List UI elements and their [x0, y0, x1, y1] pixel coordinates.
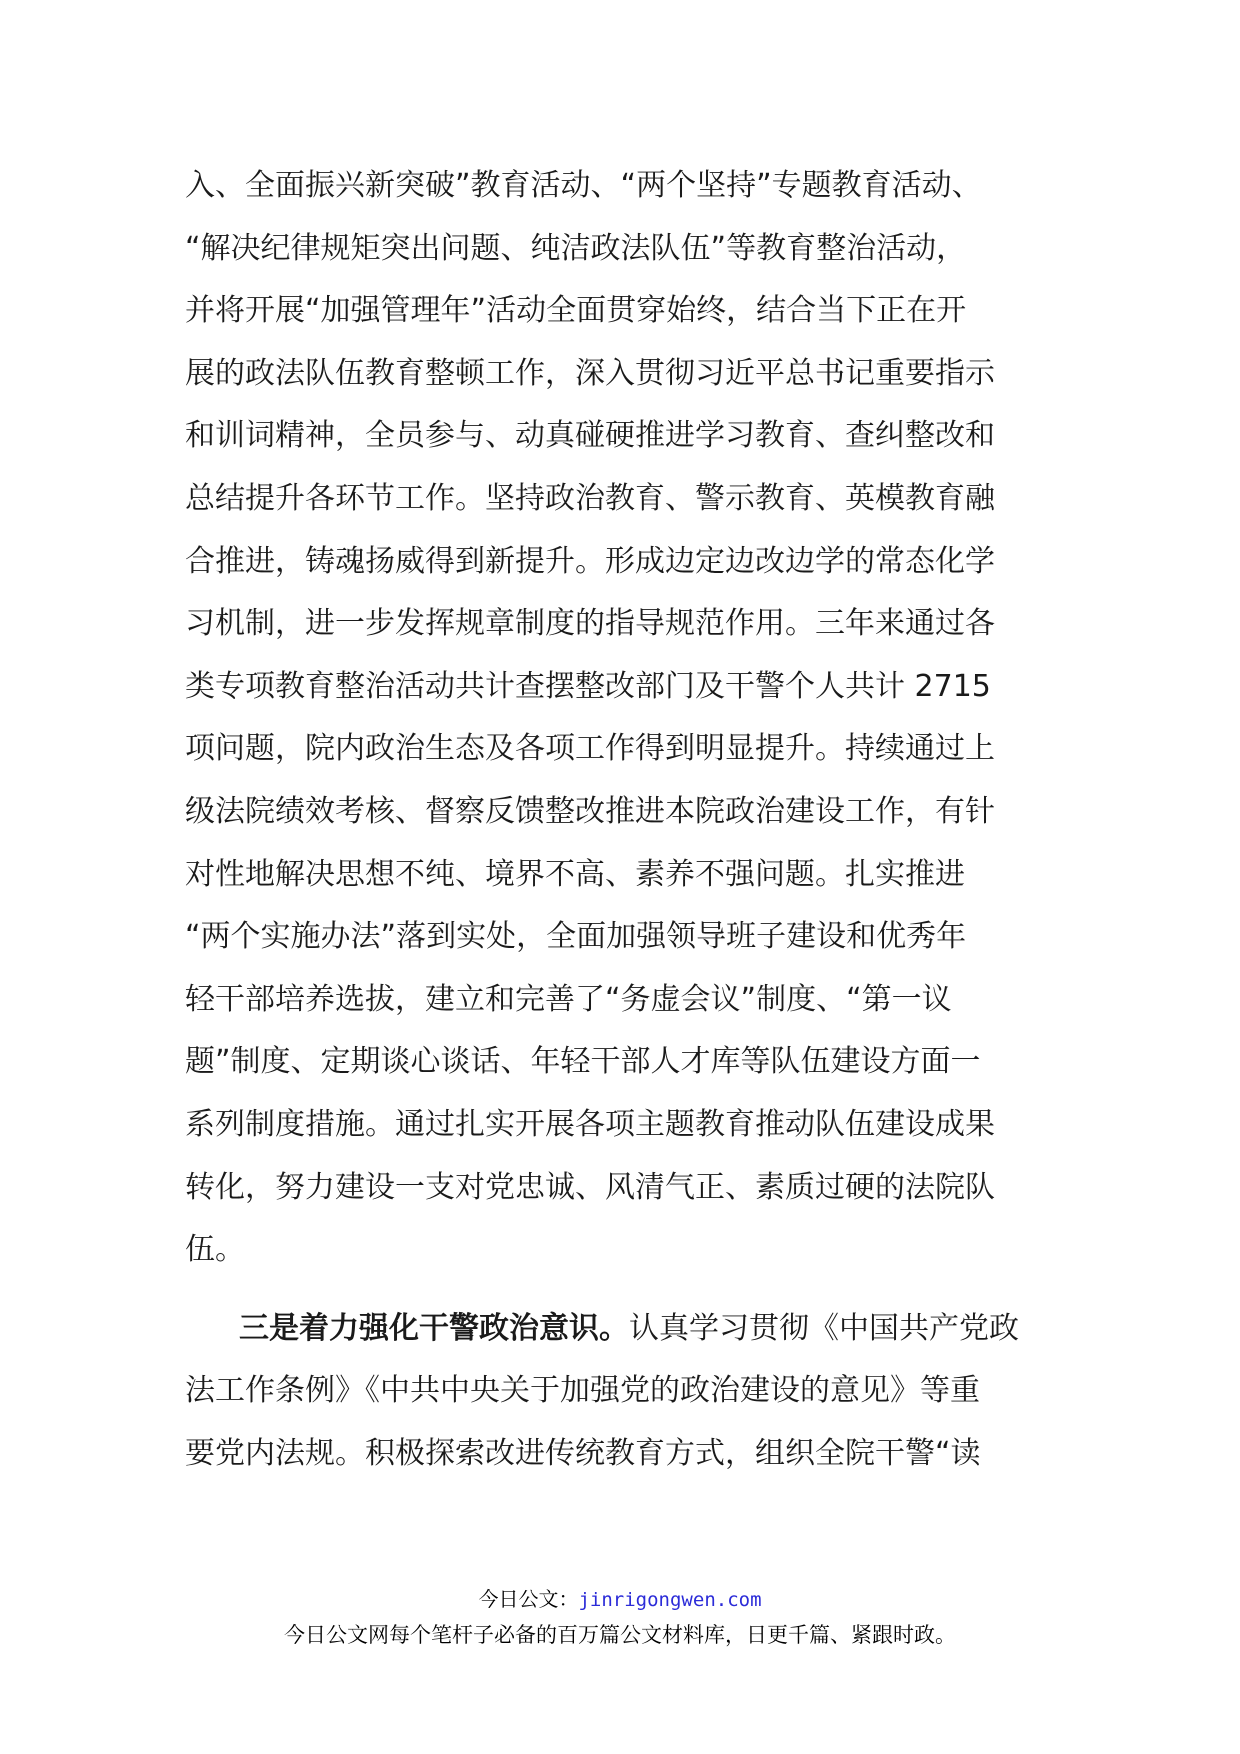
text-line: 题”制度、定期谈心谈话、年轻干部人才库等队伍建设方面一	[185, 1044, 981, 1080]
paragraph-text: 认真学习贯彻《中国共产党政	[629, 1310, 1019, 1346]
text-line: 系列制度措施。通过扎实开展各项主题教育推动队伍建设成果	[185, 1106, 995, 1142]
text-line: 级法院绩效考核、督察反馈整改推进本院政治建设工作，有针	[185, 793, 995, 829]
text-line: 要党内法规。积极探索改进传统教育方式，组织全院干警“读	[185, 1435, 981, 1471]
text-line: 并将开展“加强管理年”活动全面贯穿始终，结合当下正在开	[185, 293, 967, 329]
text-line: 类专项教育整治活动共计查摆整改部门及干警个人共计 2715	[185, 668, 991, 704]
footer-site-line	[0, 1586, 1240, 1613]
text-line: 法工作条例》《中共中央关于加强党的政治建设的意见》等重	[185, 1373, 980, 1409]
footer-site-link[interactable]: jinrigongwen.com	[578, 1589, 762, 1611]
text-line: “两个实施办法”落到实处，全面加强领导班子建设和优秀年	[185, 919, 967, 955]
text-line: 转化，努力建设一支对党忠诚、风清气正、素质过硬的法院队	[185, 1169, 995, 1205]
document-body	[185, 155, 1055, 1485]
text-line: 伍。	[185, 1232, 245, 1268]
text-line: 合推进，铸魂扬威得到新提升。形成边定边改边学的常态化学	[185, 543, 995, 579]
text-line: “解决纪律规矩突出问题、纯洁政法队伍”等教育整治活动，	[185, 230, 967, 266]
paragraph-lead-heading: 三是着力强化干警政治意识。	[239, 1310, 629, 1346]
text-line: 轻干部培养选拔，建立和完善了“务虚会议”制度、“第一议	[185, 981, 952, 1017]
text-line: 习机制，进一步发挥规章制度的指导规范作用。三年来通过各	[185, 606, 995, 642]
text-line: 和训词精神，全员参与、动真碰硬推进学习教育、查纠整改和	[185, 418, 995, 454]
paragraph-three-first-line	[185, 1298, 1055, 1361]
text-line: 对性地解决思想不纯、境界不高、素养不强问题。扎实推进	[185, 856, 965, 892]
paragraph-gap	[185, 1282, 1055, 1298]
footer-site-label: 今日公文：	[478, 1587, 579, 1611]
text-line: 总结提升各环节工作。坚持政治教育、警示教育、英模教育融	[185, 480, 995, 516]
text-line: 入、全面振兴新突破”教育活动、“两个坚持”专题教育活动、	[185, 168, 982, 203]
text-line: 展的政法队伍教育整顿工作，深入贯彻习近平总书记重要指示	[185, 355, 995, 391]
text-line: 项问题，院内政治生态及各项工作得到明显提升。持续通过上	[185, 731, 995, 767]
footer-slogan: 今日公文网每个笔杆子必备的百万篇公文材料库，日更千篇、紧跟时政。	[284, 1623, 956, 1647]
